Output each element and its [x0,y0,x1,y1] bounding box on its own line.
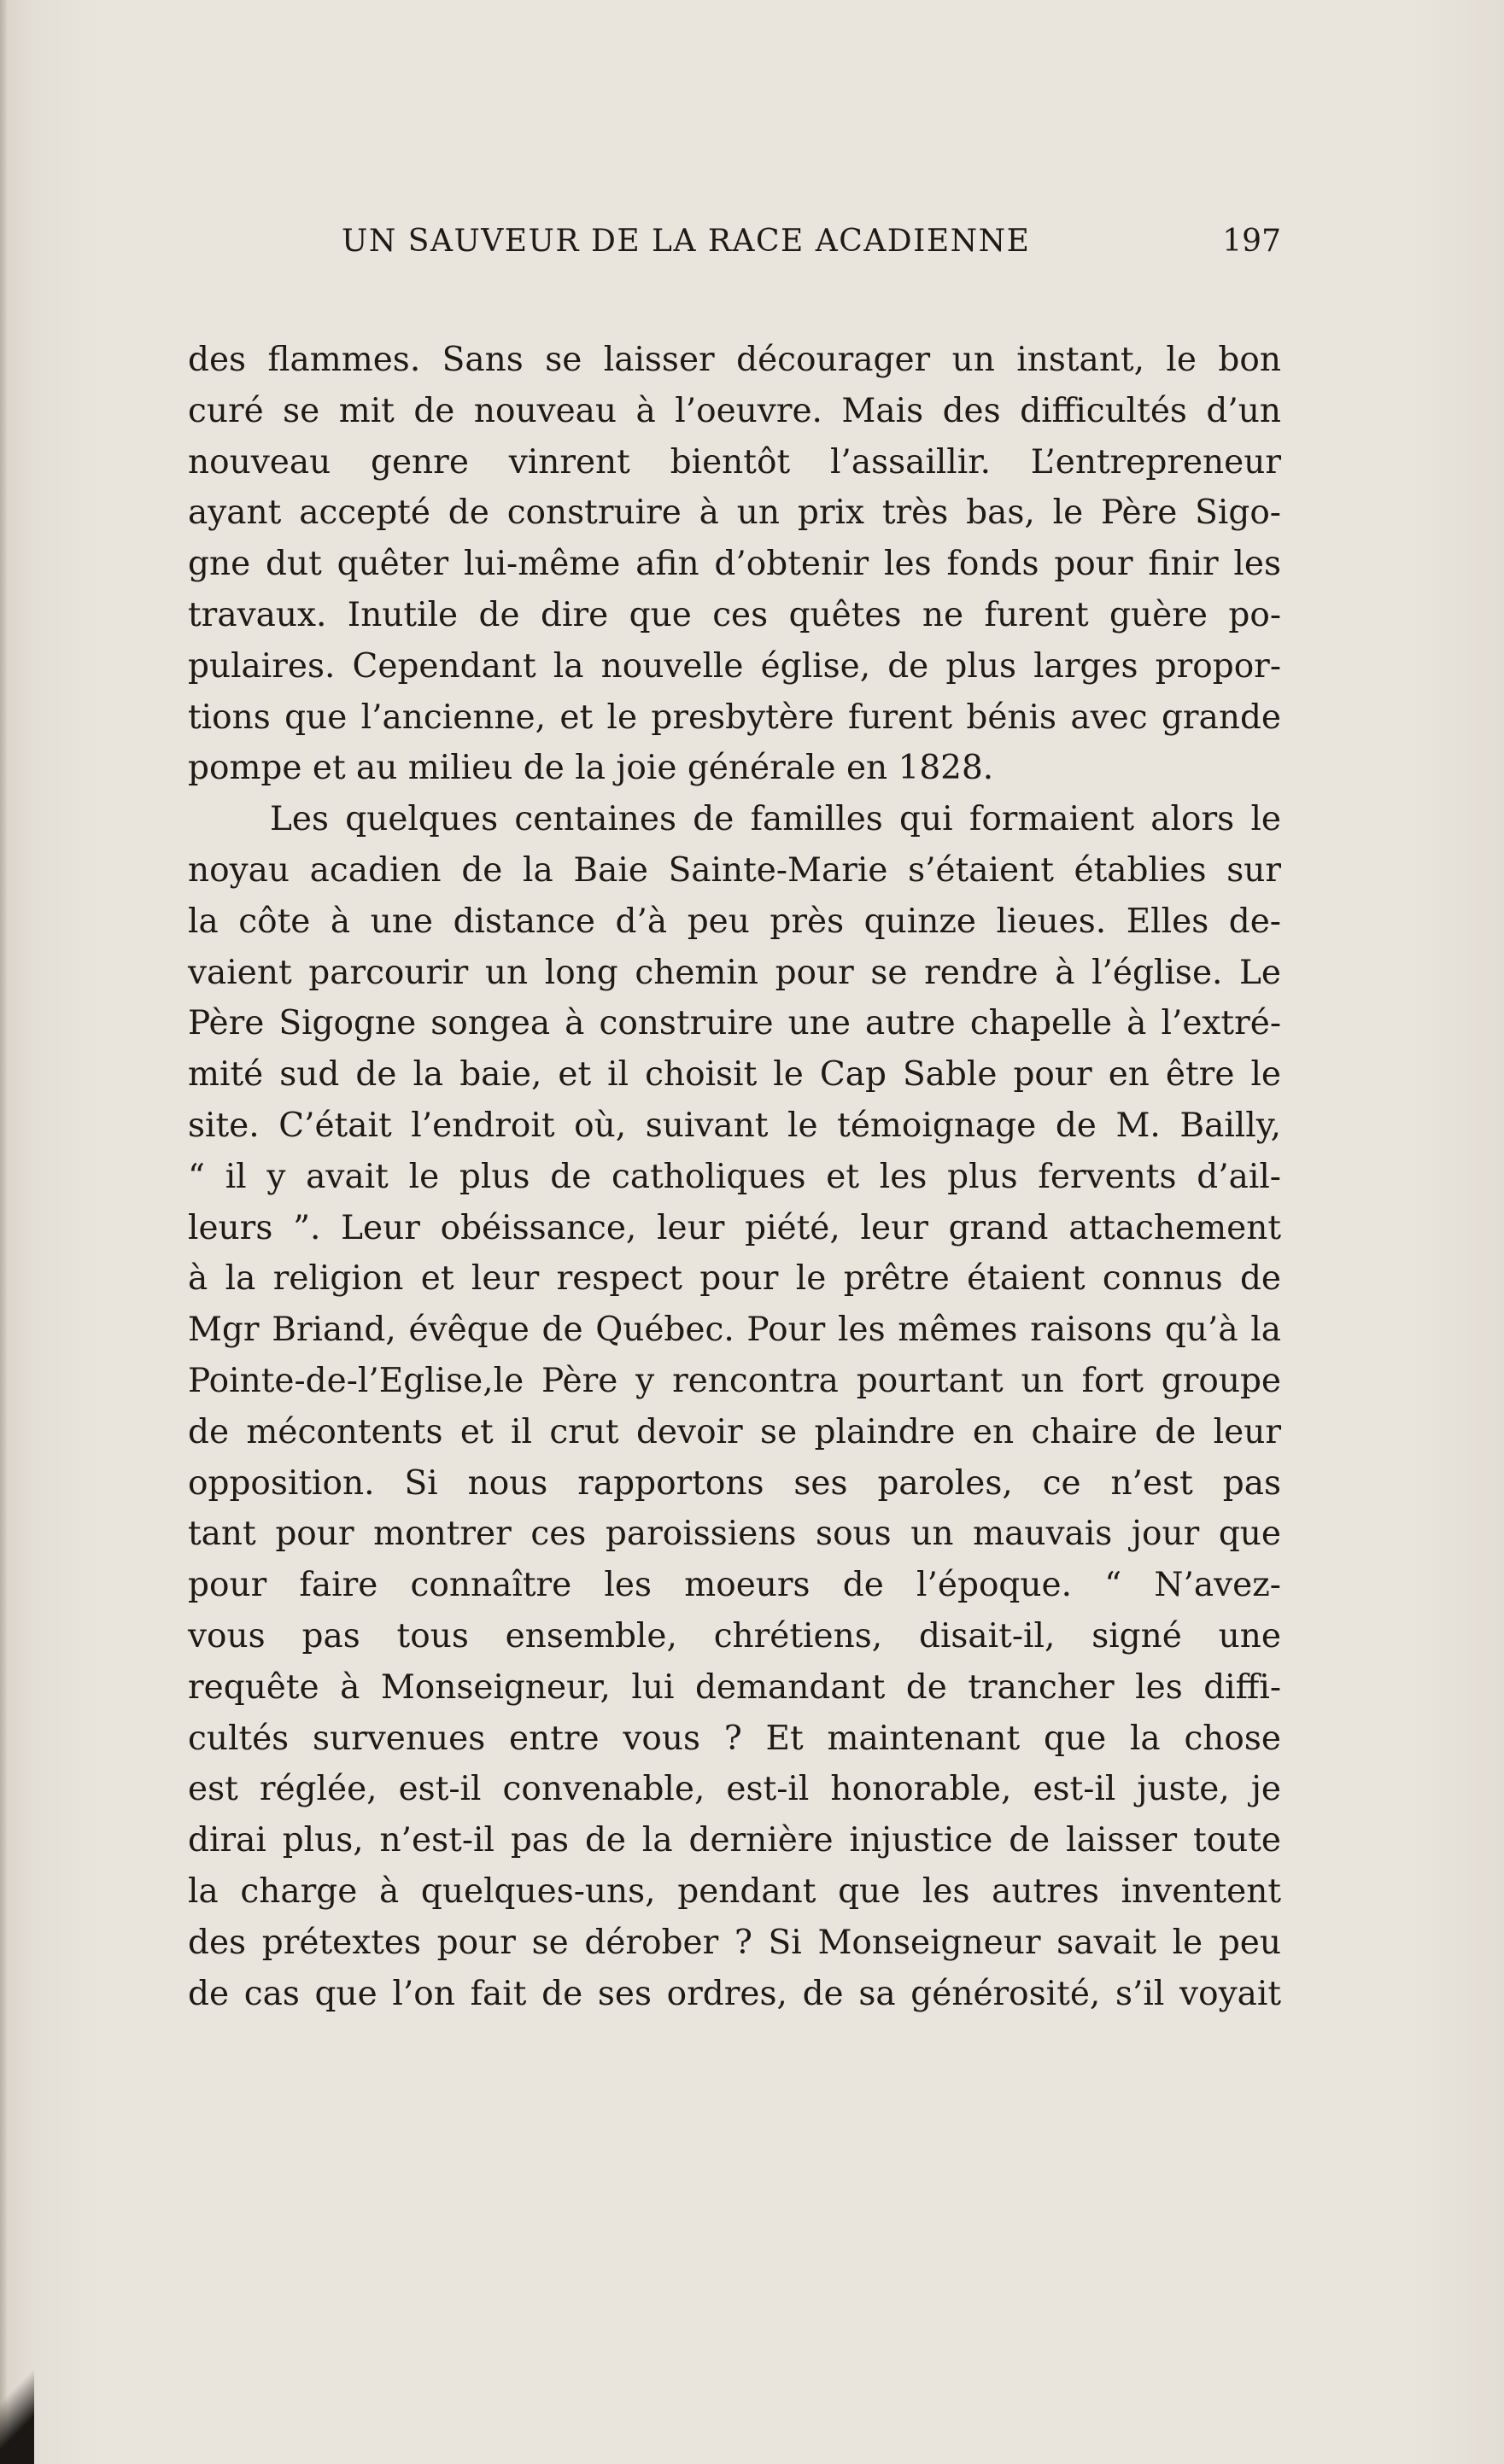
text-line: des prétextes pour se dérober ? Si Monseigneur savait le peu [188,1923,1281,1962]
text-line: leurs ”. Leur obéissance, leur piété, leur grand attachement [188,1208,1281,1247]
page-spine-edge [0,0,7,2464]
text-line: à la religion et leur respect pour le prêtre étaient connus de [188,1259,1281,1299]
text-line: est réglée, est-il convenable, est-il honorable, est-il juste, je [188,1770,1281,1809]
text-line: pulaires. Cependant la nouvelle église, de plus larges propor- [188,646,1281,686]
text-line: Père Sigogne songea à construire une autre chapelle à l’extré- [188,1004,1281,1043]
text-line: de mécontents et il crut devoir se plaindre en chaire de leur [188,1412,1281,1451]
text-line: tions que l’ancienne, et le presbytère furent bénis avec grande [188,698,1281,737]
page-corner-shadow [0,2339,34,2464]
running-title: UN SAUVEUR DE LA RACE ACADIENNE [342,224,1031,259]
text-line: vous pas tous ensemble, chrétiens, disait-il, signé une [188,1616,1281,1655]
text-line: cultés survenues entre vous ? Et maintenant que la chose [188,1719,1281,1758]
text-line: site. C’était l’endroit où, suivant le témoignage de M. Bailly, [188,1106,1281,1145]
text-line: travaux. Inutile de dire que ces quêtes ne furent guère po- [188,595,1281,634]
text-line: nouveau genre vinrent bientôt l’assaillir. L’entrepreneur [188,442,1281,482]
text-line: tant pour montrer ces paroissiens sous un mauvais jour que [188,1515,1281,1554]
text-line: la côte à une distance d’à peu près quinze lieues. Elles de- [188,902,1281,941]
body-text [188,335,1281,2019]
page-header [342,224,1281,266]
text-line: des flammes. Sans se laisser décourager un instant, le bon [188,341,1281,379]
text-line: Mgr Briand, évêque de Québec. Pour les mêmes raisons qu’à la [188,1311,1281,1350]
page-number: 197 [1222,224,1281,259]
text-line: opposition. Si nous rapportons ses paroles, ce n’est pas [188,1463,1281,1503]
text-line: curé se mit de nouveau à l’oeuvre. Mais des difficultés d’un [188,391,1281,430]
text-line: vaient parcourir un long chemin pour se rendre à l’église. Le [188,953,1281,992]
text-line: pompe et au milieu de la joie générale en 1828. [188,749,994,788]
text-line: de cas que l’on fait de ses ordres, de sa générosité, s’il voyait [188,1974,1281,2013]
paragraph-first-line: Les quelques centaines de familles qui formaient alors le [270,800,1281,839]
text-line: dirai plus, n’est-il pas de la dernière injustice de laisser toute [188,1821,1281,1860]
text-line: noyau acadien de la Baie Sainte-Marie s’étaient établies sur [188,850,1281,890]
text-line: Pointe-de-l’Eglise,le Père y rencontra pourtant un fort groupe [188,1361,1281,1400]
text-line: ayant accepté de construire à un prix très bas, le Père Sigo- [188,493,1281,533]
text-line: requête à Monseigneur, lui demandant de trancher les diffi- [188,1667,1281,1707]
text-line: gne dut quêter lui-même afin d’obtenir les fonds pour finir les [188,545,1281,584]
text-line: mité sud de la baie, et il choisit le Cap Sable pour en être le [188,1055,1281,1095]
text-line: “ il y avait le plus de catholiques et les plus fervents d’ail- [188,1157,1281,1196]
text-line: pour faire connaître les moeurs de l’époque. “ N’avez- [188,1566,1281,1605]
text-line: la charge à quelques-uns, pendant que les autres inventent [188,1871,1281,1911]
